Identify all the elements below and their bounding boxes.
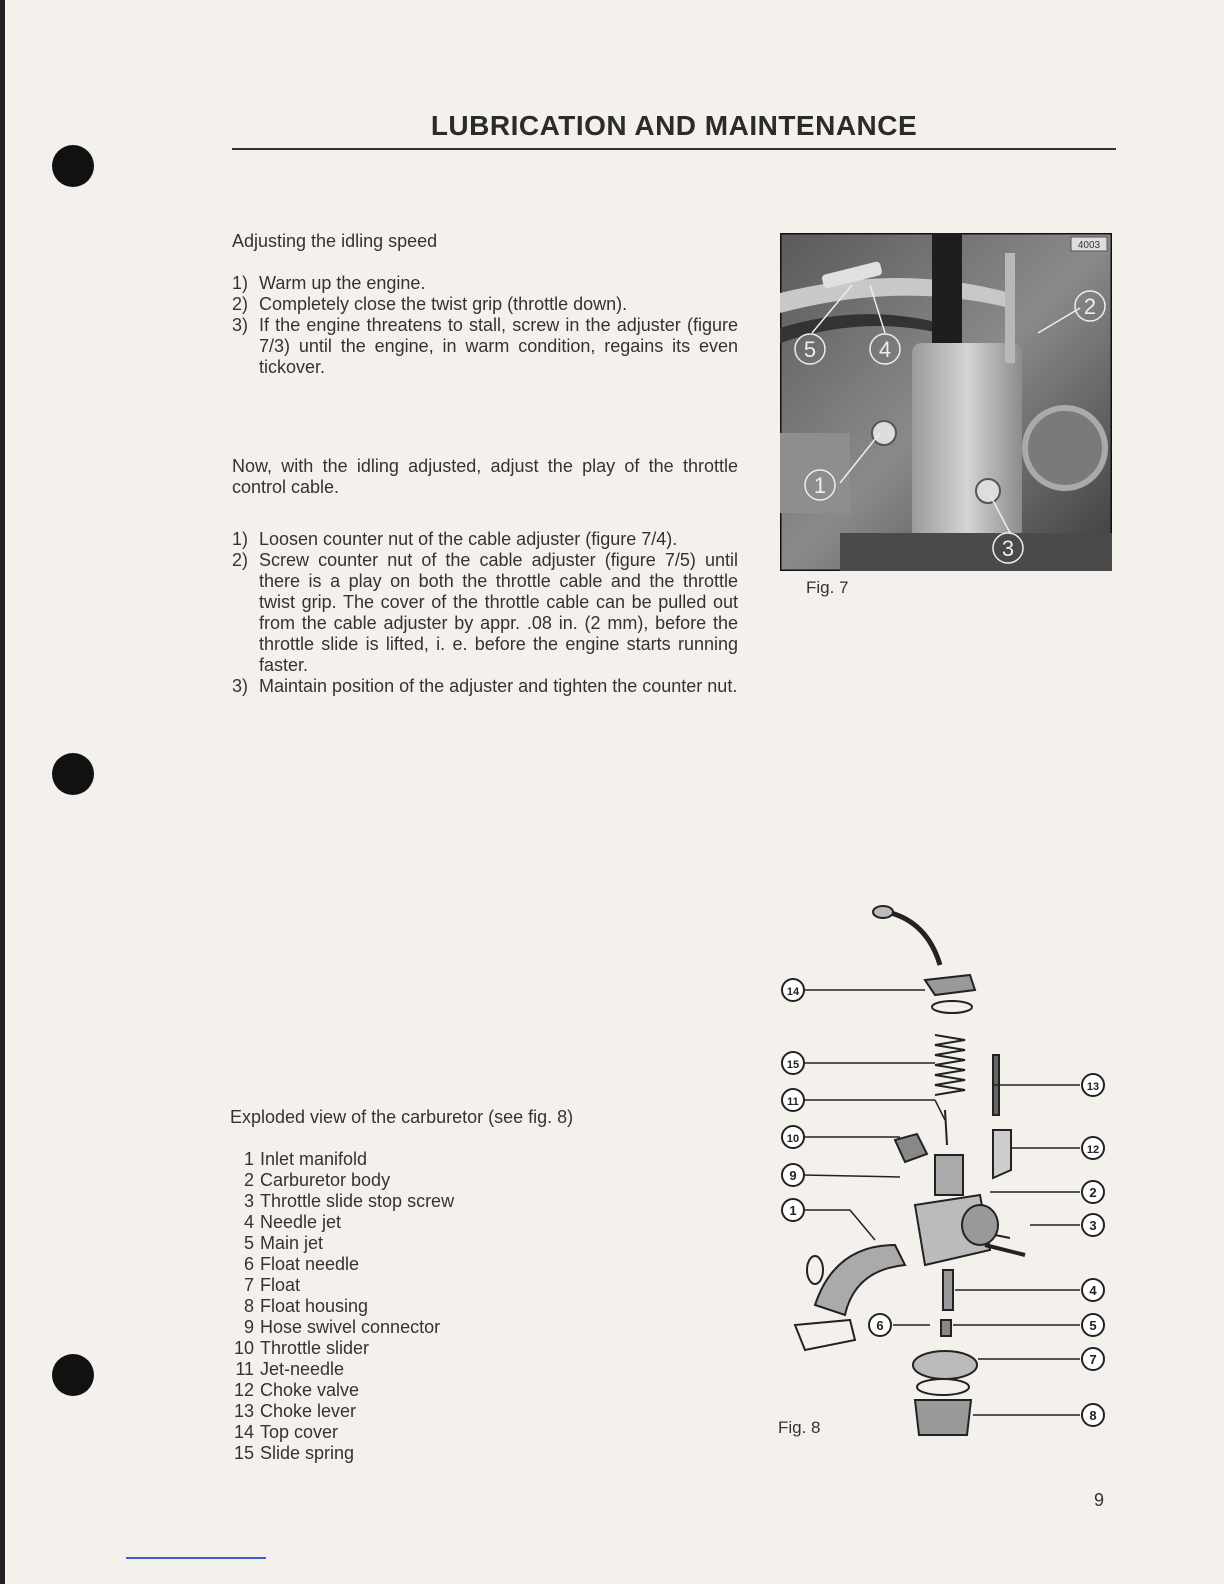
list-item: 1) Warm up the engine.	[232, 273, 426, 293]
callout-label: 3	[1089, 1218, 1097, 1233]
callout-label: 9	[789, 1168, 797, 1183]
list-item: 2) Screw counter nut of the cable adjuster (figure 7/5) until there is a play on both the throttle cable and the throttle twist grip. The cover of the throttle cable can be pulled out from the cable adjuster by appr. .08 in. (2 mm), before the throttle slide is lifted, i. e. before the engine starts running faster.	[232, 550, 738, 675]
callout-label: 8	[1089, 1408, 1097, 1423]
fig7-caption: Fig. 7	[806, 578, 849, 597]
callout-label: 11	[787, 1096, 799, 1108]
callout-label: 14	[786, 986, 800, 998]
callout-label: 12	[1086, 1144, 1100, 1156]
list-item: 9 Hose swivel connector	[243, 1317, 441, 1337]
callout-label: 13	[1086, 1081, 1100, 1093]
exploded-heading: Exploded view of the carburetor (see fig. 8)	[230, 1107, 574, 1127]
list-item: 10 Throttle slider	[233, 1338, 370, 1358]
list-item: 6 Float needle	[243, 1254, 360, 1274]
callout-label: 3	[1001, 536, 1015, 561]
idle-steps	[232, 273, 738, 378]
carburetor-exploded-diagram	[775, 895, 1115, 1440]
callout-label: 6	[876, 1318, 884, 1333]
callout-label: 4	[878, 337, 892, 362]
photo-tag: 4003	[1077, 240, 1101, 251]
binder-hole	[52, 145, 94, 187]
binder-hole	[52, 1354, 94, 1396]
callout-label: 2	[1083, 294, 1097, 319]
cable-intro: Now, with the idling adjusted, adjust the play of the throttle control cable.	[232, 456, 738, 497]
callout-label: 1	[813, 473, 827, 498]
list-item: 4 Needle jet	[243, 1212, 342, 1232]
list-item: 2 Carburetor body	[243, 1170, 391, 1190]
page-edge-shadow	[0, 0, 5, 1584]
list-item: 14 Top cover	[233, 1422, 339, 1442]
fig8-caption: Fig. 8	[778, 1418, 821, 1437]
cable-steps	[232, 529, 738, 697]
list-item: 1) Loosen counter nut of the cable adjuster (figure 7/4).	[232, 529, 678, 549]
list-item: 7 Float	[243, 1275, 301, 1295]
list-item: 1 Inlet manifold	[243, 1149, 368, 1169]
callout-label: 10	[786, 1133, 800, 1145]
page-title: LUBRICATION AND MAINTENANCE	[430, 110, 918, 141]
title-rule	[232, 148, 1116, 150]
callout-label: 5	[803, 337, 817, 362]
list-item: 8 Float housing	[243, 1296, 369, 1316]
list-item: 12 Choke valve	[233, 1380, 360, 1400]
blue-underline-mark	[126, 1557, 266, 1559]
callout-label: 15	[786, 1059, 800, 1071]
list-item: 15 Slide spring	[233, 1443, 355, 1463]
list-item: 3 Throttle slide stop screw	[243, 1191, 455, 1211]
page-number: 9	[1094, 1490, 1105, 1510]
list-item: 5 Main jet	[243, 1233, 324, 1253]
list-item: 3) If the engine threatens to stall, screw in the adjuster (figure 7/3) until the engine, in warm condition, regains its even tickover.	[232, 315, 738, 377]
callout-label: 2	[1089, 1185, 1097, 1200]
list-item: 13 Choke lever	[233, 1401, 357, 1421]
list-item: 2) Completely close the twist grip (throttle down).	[232, 294, 628, 314]
callout-label: 1	[789, 1203, 797, 1218]
list-item: 11 Jet-needle	[235, 1359, 345, 1379]
parts-list	[230, 1149, 610, 1464]
list-item: 3) Maintain position of the adjuster and tighten the counter nut.	[232, 676, 738, 696]
carburetor-photo	[780, 233, 1112, 571]
callout-label: 4	[1089, 1283, 1097, 1298]
binder-hole	[52, 753, 94, 795]
callout-label: 5	[1089, 1318, 1097, 1333]
callout-label: 7	[1089, 1352, 1097, 1367]
idle-heading: Adjusting the idling speed	[232, 231, 438, 251]
